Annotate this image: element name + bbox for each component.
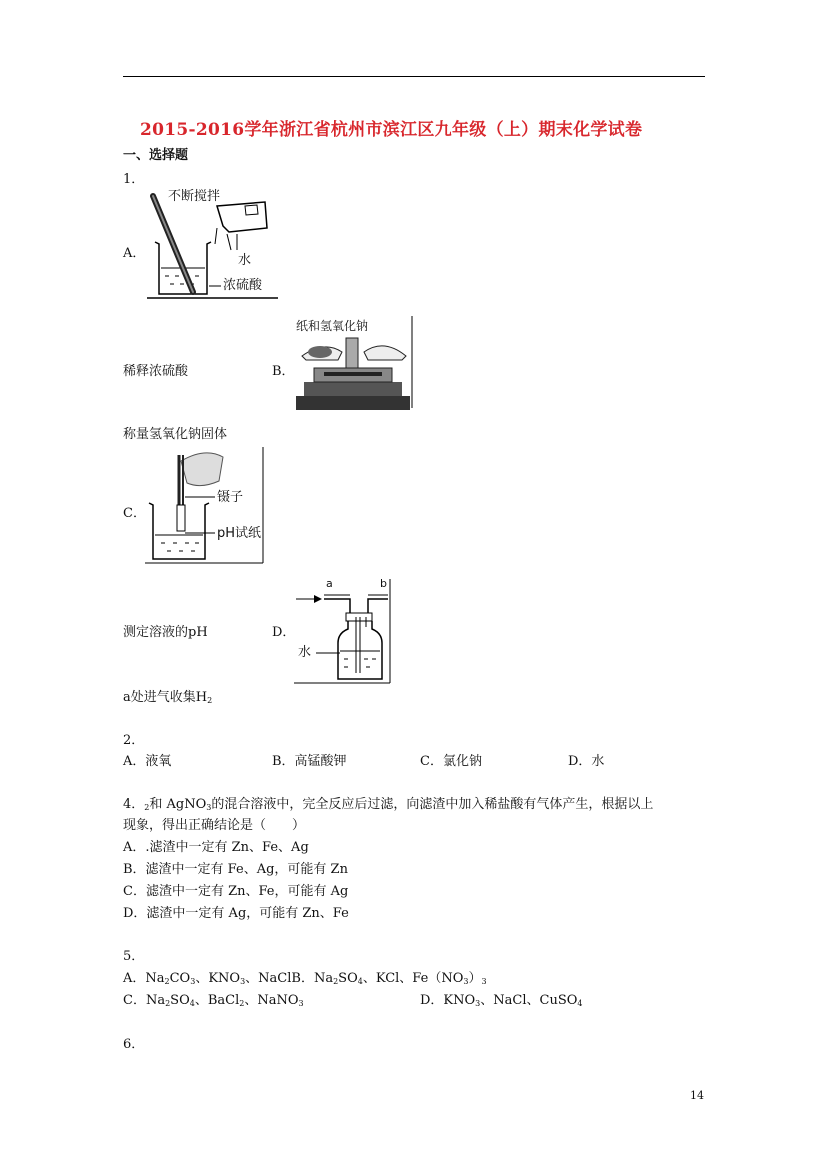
q2-option-b: B．高锰酸钾	[272, 754, 347, 769]
q4-option-d: D．滤渣中一定有 Ag，可能有 Zn、Fe	[123, 906, 349, 921]
label-conc-acid: 浓硫酸	[223, 278, 263, 293]
q1-option-b-caption: 称量氢氧化钠固体	[123, 427, 228, 442]
q1-option-d-caption: a处进气收集$H_2$	[123, 690, 213, 705]
page-number: 14	[690, 1089, 704, 1102]
q1-number: 1．	[123, 172, 145, 187]
label-a: a	[326, 577, 333, 590]
figure-ph-test	[145, 447, 265, 565]
q2-number: 2．	[123, 733, 145, 748]
header-rule	[123, 76, 705, 77]
q1-option-c-letter: C．	[123, 506, 146, 521]
q4-option-c: C．滤渣中一定有 Zn、Fe，可能有 Ag	[123, 884, 349, 899]
q5-option-d: D．$KNO_3$、NaCl、CuSO$_4$	[420, 993, 583, 1008]
q4-stem-line1: 4．$_2$和 AgNO$_3$的混合溶液中，完全反应后过滤，向滤渣中加入稀盐酸有气体产生，根据以上	[123, 797, 654, 812]
q1-option-a-letter: A．	[123, 246, 146, 261]
q6-number: 6．	[123, 1037, 145, 1052]
q5-option-c: C．$Na_2SO_4$、BaCl$_2$、NaNO$_3$	[123, 993, 304, 1008]
q4-stem-line2: 现象，得出正确结论是（ ）	[123, 818, 306, 833]
q2-option-a: A．液氧	[123, 754, 172, 769]
label-ph-paper: pH试纸	[217, 526, 262, 541]
q5-option-a-b: A．$Na_2CO_3$、$KNO_3$、NaClB．$Na_2SO_4$、KCl、$Fe(NO_3)_3$	[123, 971, 487, 986]
section-heading: 一、选择题	[123, 148, 189, 163]
label-b: b	[380, 577, 387, 590]
q2-option-c: C．氯化钠	[420, 754, 482, 769]
label-paper-naoh: 纸和氢氧化钠	[296, 319, 369, 333]
page-title: 2015-2016学年浙江省杭州市滨江区九年级（上）期末化学试卷	[140, 120, 643, 140]
q5-number: 5．	[123, 949, 145, 964]
figure-gas-bottle	[294, 577, 392, 685]
label-water: 水	[238, 253, 252, 268]
q2-option-d: D．水	[568, 754, 605, 769]
q1-option-a-caption: 稀释浓硫酸	[123, 364, 189, 379]
q4-option-b: B．滤渣中一定有 Fe、Ag，可能有 Zn	[123, 862, 348, 877]
q1-option-d-letter: D．	[272, 625, 296, 640]
label-water-d: 水	[298, 645, 312, 660]
q4-option-a: A．.滤渣中一定有 Zn、Fe、Ag	[123, 840, 309, 855]
label-tweezers: 镊子	[217, 490, 244, 505]
label-stir: 不断搅拌	[168, 189, 221, 204]
q1-option-b-letter: B．	[272, 364, 295, 379]
q1-option-c-caption: 测定溶液的pH	[123, 625, 208, 640]
